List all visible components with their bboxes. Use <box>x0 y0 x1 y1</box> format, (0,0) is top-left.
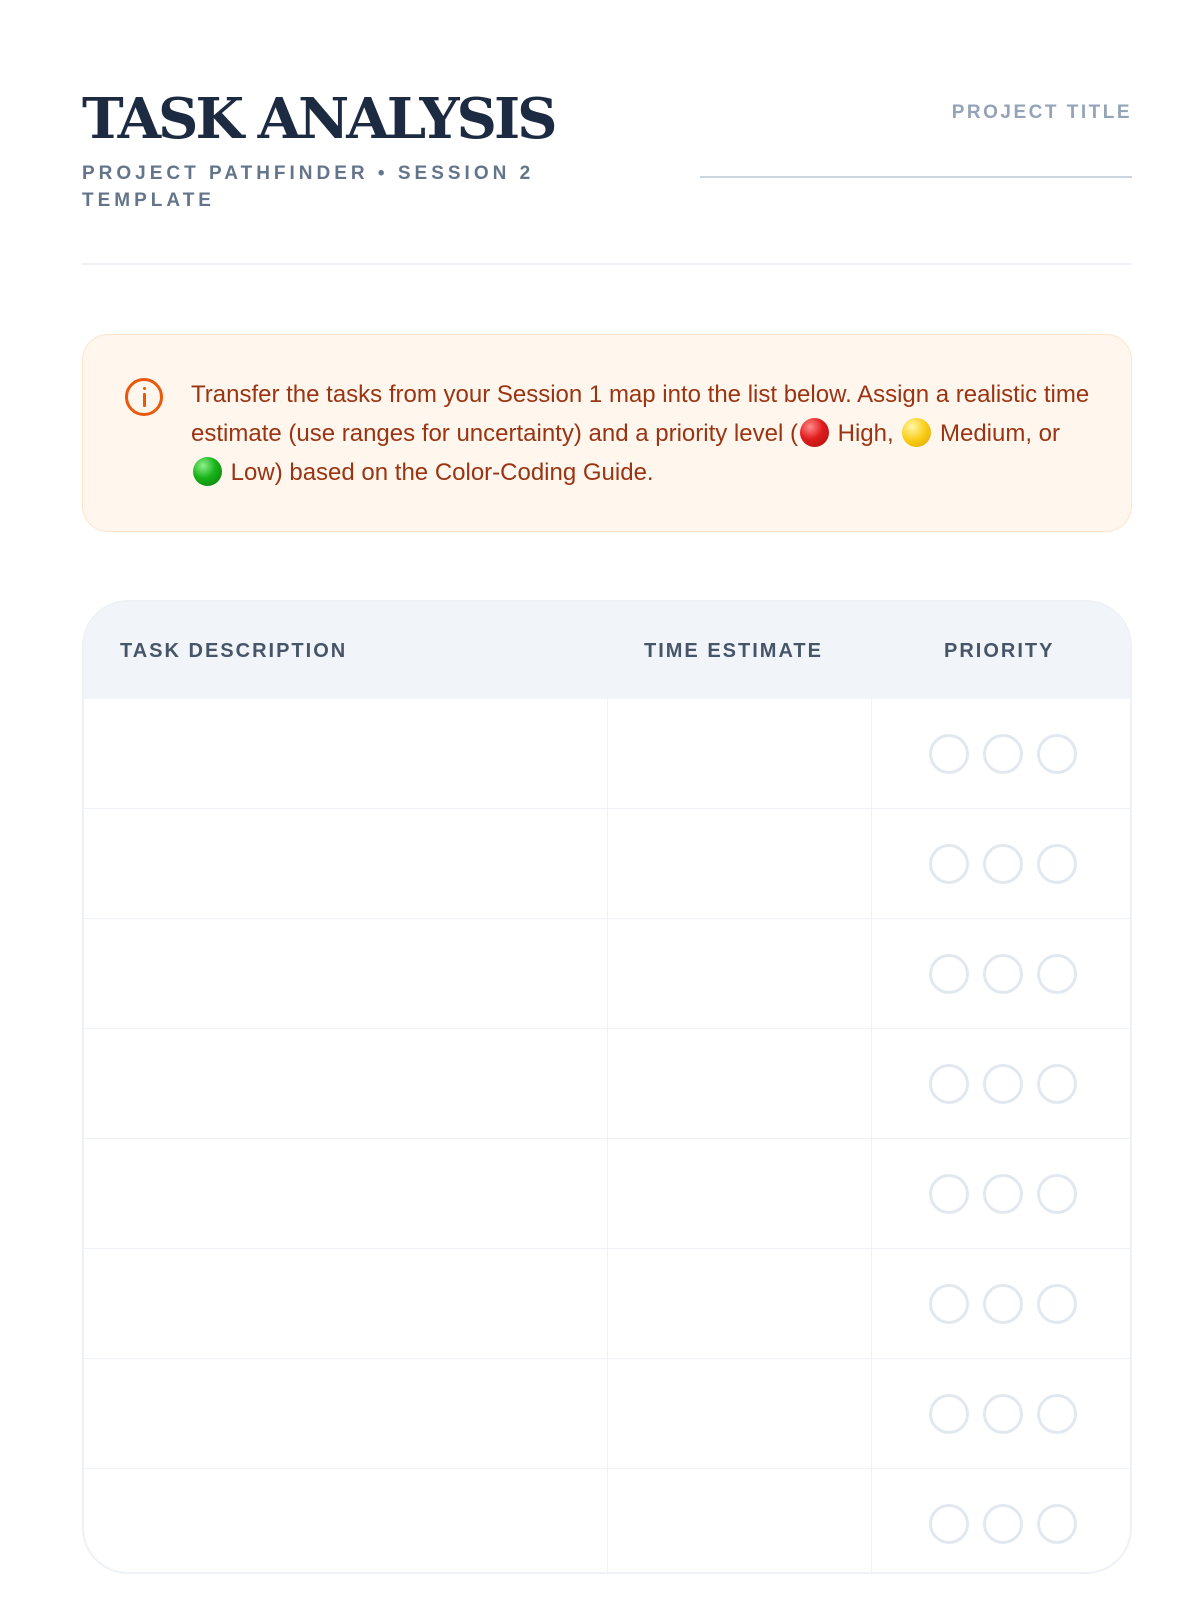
instructions-callout <box>82 334 1132 532</box>
priority-high-radio[interactable] <box>929 1504 969 1544</box>
time-estimate-cell[interactable] <box>608 1029 872 1139</box>
priority-medium-radio[interactable] <box>983 734 1023 774</box>
table-row <box>84 919 1130 1029</box>
table-row <box>84 1359 1130 1469</box>
project-title-label: PROJECT TITLE <box>951 102 1132 123</box>
table-header <box>84 602 1130 699</box>
time-estimate-cell[interactable] <box>608 1359 872 1469</box>
time-estimate-cell[interactable] <box>608 1139 872 1249</box>
task-description-cell[interactable] <box>84 1249 608 1359</box>
priority-cell <box>872 919 1132 1029</box>
priority-medium-radio[interactable] <box>983 954 1023 994</box>
priority-medium-radio[interactable] <box>983 1284 1023 1324</box>
info-icon <box>125 378 163 416</box>
priority-cell <box>872 809 1132 919</box>
page-header <box>82 88 1132 218</box>
task-table <box>82 600 1132 1574</box>
header-divider <box>82 263 1132 265</box>
task-description-cell[interactable] <box>84 699 608 809</box>
high-label: High, <box>837 420 894 447</box>
page-subtitle: PROJECT PATHFINDER • SESSION 2 TEMPLATE <box>82 163 535 211</box>
time-estimate-cell[interactable] <box>608 919 872 1029</box>
priority-medium-radio[interactable] <box>983 1174 1023 1214</box>
priority-cell <box>872 1139 1132 1249</box>
priority-low-radio[interactable] <box>1037 844 1077 884</box>
priority-low-radio[interactable] <box>1037 1174 1077 1214</box>
task-description-cell[interactable] <box>84 1359 608 1469</box>
time-estimate-cell[interactable] <box>608 809 872 919</box>
priority-medium-radio[interactable] <box>983 844 1023 884</box>
time-estimate-cell[interactable] <box>608 1249 872 1359</box>
priority-high-radio[interactable] <box>929 1284 969 1324</box>
low-label: Low) based on the Color-Coding Guide. <box>230 459 654 486</box>
column-header-time: TIME ESTIMATE <box>644 640 823 662</box>
column-header-task: TASK DESCRIPTION <box>120 640 348 662</box>
task-description-cell[interactable] <box>84 1029 608 1139</box>
priority-low-radio[interactable] <box>1037 1284 1077 1324</box>
column-header-priority: PRIORITY <box>944 640 1055 662</box>
table-row <box>84 1249 1130 1359</box>
priority-low-radio[interactable] <box>1037 954 1077 994</box>
table-row <box>84 1139 1130 1249</box>
priority-low-radio[interactable] <box>1037 734 1077 774</box>
priority-high-radio[interactable] <box>929 844 969 884</box>
instructions-part1: Transfer the tasks from your Session 1 map into the list below. Assign a realistic time estimate (use ranges for uncertainty) and a priority level ( <box>191 381 1090 447</box>
task-description-cell[interactable] <box>84 919 608 1029</box>
table-row <box>84 809 1130 919</box>
priority-low-radio[interactable] <box>1037 1394 1077 1434</box>
table-row <box>84 1469 1130 1574</box>
priority-high-radio[interactable] <box>929 1174 969 1214</box>
instructions-text <box>191 375 1091 492</box>
time-estimate-cell[interactable] <box>608 1469 872 1574</box>
green-priority-dot-icon <box>193 457 222 486</box>
task-description-cell[interactable] <box>84 1469 608 1574</box>
priority-low-radio[interactable] <box>1037 1064 1077 1104</box>
priority-cell <box>872 1469 1132 1574</box>
priority-cell <box>872 1249 1132 1359</box>
table-row <box>84 1029 1130 1139</box>
table-row <box>84 699 1130 809</box>
project-title-block <box>700 102 1132 178</box>
yellow-priority-dot-icon <box>902 418 931 447</box>
priority-medium-radio[interactable] <box>983 1064 1023 1104</box>
priority-cell <box>872 699 1132 809</box>
priority-high-radio[interactable] <box>929 954 969 994</box>
priority-cell <box>872 1029 1132 1139</box>
red-priority-dot-icon <box>800 418 829 447</box>
priority-low-radio[interactable] <box>1037 1504 1077 1544</box>
priority-high-radio[interactable] <box>929 1394 969 1434</box>
task-description-cell[interactable] <box>84 1139 608 1249</box>
medium-label: Medium, or <box>939 420 1061 447</box>
project-title-field[interactable] <box>700 176 1132 178</box>
priority-cell <box>872 1359 1132 1469</box>
task-description-cell[interactable] <box>84 809 608 919</box>
priority-high-radio[interactable] <box>929 1064 969 1104</box>
priority-medium-radio[interactable] <box>983 1394 1023 1434</box>
time-estimate-cell[interactable] <box>608 699 872 809</box>
page-title: TASK ANALYSIS <box>82 86 555 152</box>
priority-medium-radio[interactable] <box>983 1504 1023 1544</box>
priority-high-radio[interactable] <box>929 734 969 774</box>
